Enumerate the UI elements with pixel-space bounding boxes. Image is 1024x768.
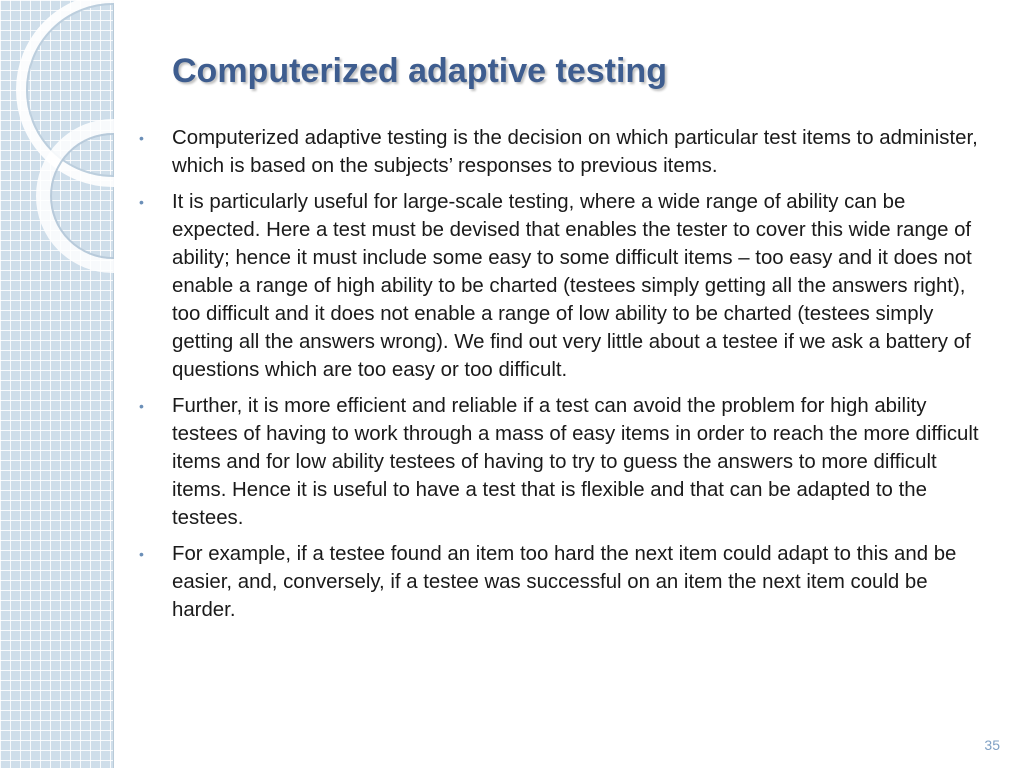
- bullet-text: It is particularly useful for large-scale testing, where a wide range of ability can be expected. Here a test must be devised that enables the tester to cover this wide range of ability; hence it must include some easy to some difficult items – too easy and it does not enable a range of high ability to be charted (testees simply getting all the answers right), too difficult and it does not enable a range of low ability to be charted (testees simply getting all the answers wrong). We find out very little about a testee if we ask a battery of questions which are too easy or too difficult.: [172, 191, 972, 381]
- bullet-text: For example, if a testee found an item too hard the next item could adapt to this and be easier, and, conversely, if a testee was successful on an item the next item could be harder.: [172, 543, 957, 621]
- list-item: [136, 540, 996, 624]
- decorative-rings-graphic: [0, 0, 114, 300]
- bullet-icon: •: [139, 398, 144, 414]
- page-number: 35: [984, 737, 1000, 753]
- bullet-text: Computerized adaptive testing is the decision on which particular test items to administer, which is based on the subjects’ responses to previous items.: [172, 127, 978, 177]
- bullet-icon: •: [139, 130, 144, 146]
- list-item: [136, 124, 996, 180]
- list-item: [136, 188, 996, 384]
- bullet-icon: •: [139, 194, 144, 210]
- bullet-icon: •: [139, 546, 144, 562]
- bullet-list: [136, 124, 996, 632]
- list-item: [136, 392, 996, 532]
- decorative-side-panel: [0, 0, 114, 768]
- bullet-text: Further, it is more efficient and reliable if a test can avoid the problem for high ability testees of having to work through a mass of easy items in order to reach the more difficult items and for low ability testees of having to try to guess the answers to more difficult items. Hence it is useful to have a test that is flexible and that can be adapted to the testees.: [172, 395, 979, 529]
- slide-title: Computerized adaptive testing: [172, 52, 667, 90]
